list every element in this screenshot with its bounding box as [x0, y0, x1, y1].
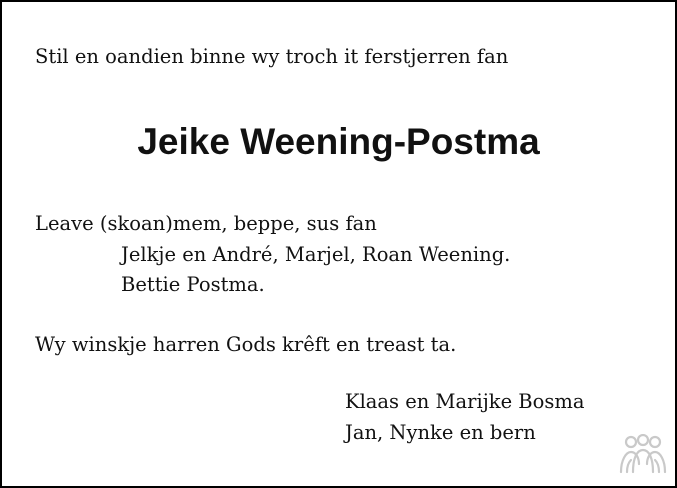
deceased-name: Jeike Weening-Postma — [137, 121, 540, 162]
relative-line: Jelkje en André, Marjel, Roan Weening. — [121, 243, 511, 266]
wish-text: Wy winskje harren Gods krêft en treast ta. — [35, 333, 457, 356]
people-group-icon — [617, 434, 669, 478]
relations-line: Leave (skoan)mem, beppe, sus fan — [35, 212, 377, 235]
signatory-line: Klaas en Marijke Bosma — [345, 390, 585, 413]
signatory-line: Jan, Nynke en bern — [345, 421, 536, 444]
relative-line: Bettie Postma. — [121, 273, 265, 296]
intro-text: Stil en oandien binne wy troch it ferstjerren fan — [35, 45, 509, 68]
